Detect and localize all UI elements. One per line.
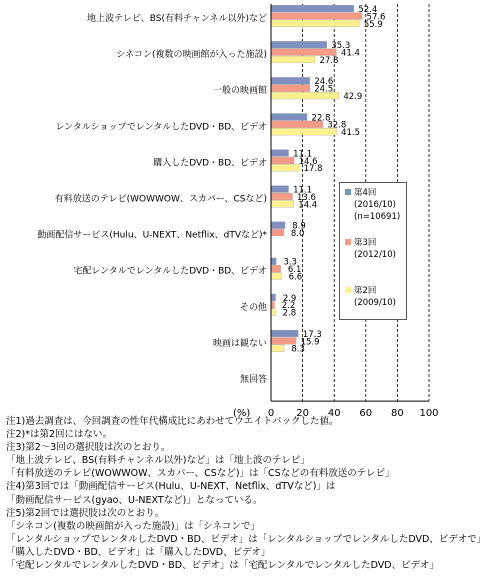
value-label: 41.5 [341,128,361,139]
bar [271,258,276,265]
bar [271,41,327,48]
bar [271,49,336,56]
legend-swatch-series-3 [345,287,351,293]
footnote-line: 注2)*は第2回にはない。 [6,429,113,441]
value-label: 2.2 [281,301,296,312]
category-label: 購入したDVD・BD、ビデオ [153,158,267,169]
value-label: 35.3 [331,41,351,52]
category-label: その他 [239,302,267,313]
bar [271,309,275,316]
bar [271,301,274,308]
value-label: 8.3 [291,344,305,355]
legend-label-series-3: 第2回 [354,286,377,296]
bar [271,222,285,229]
bar [271,345,284,352]
x-tick-label: 0 [267,408,275,420]
bar [271,56,315,63]
value-label: 6.6 [288,272,303,283]
footnote-line: 注4)第3回では「動画配信サービス(Hulu、U-NEXT、Netflix、dTVなど)」は [6,481,336,493]
legend-sub-series-2: (2012/10) [354,250,396,260]
legend-item-series-2 [345,237,407,261]
value-label: 11.1 [293,185,313,196]
x-tick-label: 80 [391,408,404,420]
legend-swatch-series-2 [345,239,351,245]
bar [271,13,362,20]
bar [271,77,310,84]
category-label: レンタルショップでレンタルしたDVD・BD、ビデオ [55,122,267,133]
bar [271,5,354,12]
value-label: 15.9 [300,337,320,348]
category-label: 映画は観ない [212,338,267,349]
bar [271,229,284,236]
category-label: 有料放送のテレビ(WOWWOW、スカパー、CSなど) [54,194,267,205]
footnotes [6,415,486,572]
category-label: 宅配レンタルでレンタルしたDVD・BD、ビデオ [73,266,267,277]
x-tick-label: 60 [359,408,373,420]
legend-item-series-1 [345,187,407,223]
legend-item-series-3 [345,285,407,309]
footnote-line: 注3)第2～3回の選択肢は次のとおり。 [6,442,171,454]
value-label: 57.6 [366,12,386,23]
value-label: 17.3 [302,329,322,340]
bar [271,85,310,92]
x-tick-label: 20 [296,408,309,420]
value-label: 14.6 [298,156,318,167]
bar [271,150,289,157]
value-label: 11.1 [293,149,313,160]
footnote-line: 「宅配レンタルでレンタルしたDVD・BD、ビデオ」は「宅配レンタルでレンタルしたDVD、ビデオ」 [6,560,439,572]
legend-swatch-series-1 [345,189,351,195]
category-label: シネコン(複数の映画館が入った施設) [116,50,267,61]
value-label: 24.5 [314,84,334,95]
bar [271,20,359,27]
x-tick-label: 100 [419,408,439,420]
bar [271,265,281,272]
bar [271,294,276,301]
legend-sub-series-3: (2009/10) [354,298,396,308]
value-label: 32.8 [327,120,347,131]
bar [271,186,289,193]
bar [271,201,294,208]
value-label: 2.8 [282,308,297,319]
x-tick-label: 40 [327,408,341,420]
footnote-line: 「購入したDVD・BD、ビデオ」は「購入したDVD、ビデオ」 [6,546,271,558]
footnote-line: 注1)過去調査は、今回調査の性年代構成比にあわせてウエイトバックした値。 [6,416,339,427]
legend-sub-series-1-a: (2016/10) [354,200,396,210]
x-axis-unit-label: (%) [233,408,251,420]
legend-label-series-2: 第3回 [354,238,377,248]
value-label: 22.8 [311,113,331,124]
value-label: 27.8 [319,55,339,66]
footnote-line: 「有料放送のテレビ(WOWWOW、スカパー、CSなど)」は「CSなどの有料放送のテレビ」 [6,468,395,480]
bar [271,114,307,121]
value-label: 8.0 [290,229,305,239]
value-label: 8.9 [292,221,306,232]
footnote-line: 「地上波テレビ、BS(有料チャンネル以外)など」は「地上波のテレビ」 [6,455,310,467]
value-label: 41.4 [340,48,360,59]
value-label: 55.9 [363,19,383,30]
footnote-line: 注5)第2回では選択肢は次のとおり。 [6,507,165,519]
value-label: 6.1 [287,265,302,276]
footnote-line: 「動画配信サービス(gyao、U-NEXTなど)」となっている。 [6,494,263,506]
footnote-line: 「シネコン(複数の映画館が入った施設)」は「シネコンで」 [6,520,260,532]
value-label: 13.6 [297,192,316,203]
value-label: 24.6 [314,77,334,88]
value-label: 42.9 [343,92,363,102]
category-label: 無回答 [239,375,267,385]
legend-label-series-1: 第4回 [354,188,377,198]
bar [271,273,281,280]
category-label: 動画配信サービス(Hulu、U-NEXT、Netflix、dTVなど)* [37,230,267,241]
value-label: 3.3 [283,257,297,268]
value-label: 14.4 [298,200,318,211]
bar [271,193,292,200]
value-label: 17.8 [303,164,323,175]
legend-sub-series-1-b: (n=10691) [354,212,401,222]
value-label: 2.9 [282,293,297,304]
footnote-line: 「レンタルショップでレンタルしたDVD・BD、ビデオ」は「レンタルショップでレンタルしたDVD、ビデオで」 [6,533,486,545]
bar [271,157,294,164]
category-label: 地上波テレビ、BS(有料チャンネル以外)など [87,14,267,24]
category-label: 一般の映画館 [212,86,267,97]
bar [271,330,298,337]
bar [271,164,299,171]
value-label: 52.4 [358,5,378,15]
bar [271,338,296,345]
chart-legend [339,182,407,320]
